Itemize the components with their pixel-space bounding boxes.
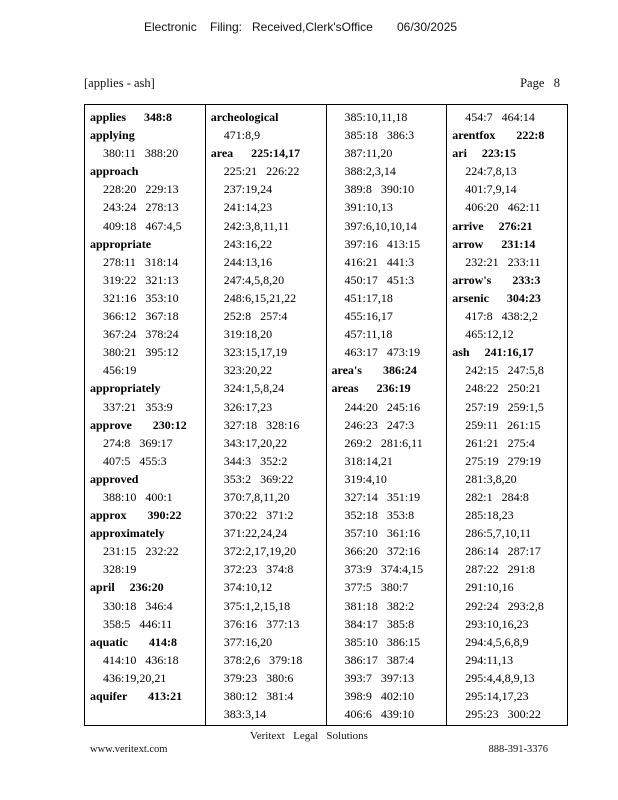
index-entry-citations: 406:20 462:11	[465, 200, 541, 215]
index-entry-citations: 393:7 397:13	[344, 670, 415, 685]
index-entry-citations: 380:21 395:12	[103, 345, 179, 360]
index-entry-citations: 367:24 378:24	[103, 327, 179, 342]
index-entry-citations: 391:10,13	[344, 200, 393, 215]
index-entry-citations: 231:15 232:22	[103, 544, 179, 559]
index-entry-citations: 385:10,11,18	[344, 110, 408, 124]
index-entry-citations: 225:21 226:22	[223, 164, 300, 179]
index-entry-citations: 454:7 464:14	[465, 110, 535, 124]
index-entry-citations: 295:23 300:22	[465, 707, 541, 722]
index-entry-citations: 292:24 293:2,8	[465, 598, 544, 613]
index-entry-term: arentfox 222:8	[452, 128, 545, 143]
index-entry-citations: 248:22 250:21	[465, 381, 541, 396]
index-entry-citations: 285:18,23	[465, 508, 514, 523]
index-entry-citations: 471:8,9	[223, 128, 261, 143]
index-entry-term: appropriate	[90, 236, 152, 251]
index-entry-citations: 295:14,17,23	[465, 689, 529, 703]
index-entry-citations: 380:12 381:4	[223, 689, 294, 703]
index-entry-citations: 281:3,8,20	[465, 471, 517, 486]
index-entry-term: area 225:14,17	[210, 146, 301, 161]
index-entry-term: arrow 231:14	[452, 236, 536, 251]
index-entry-citations: 243:24 278:13	[103, 200, 179, 215]
index-entry-term: appropriately	[90, 381, 161, 396]
index-entry-citations: 242:15 247:5,8	[465, 363, 544, 378]
index-entry-citations: 388:10 400:1	[103, 489, 173, 504]
index-entry-citations: 436:19,20,21	[103, 670, 167, 685]
index-entry-term: april 236:20	[90, 580, 164, 595]
index-entry-term: approx 390:22	[90, 508, 182, 523]
index-entry-citations: 366:20 372:16	[344, 544, 421, 559]
index-entry-citations: 327:18 328:16	[223, 417, 300, 432]
index-entry-citations: 383:3,14	[223, 707, 267, 722]
index-entry-citations: 358:5 446:11	[103, 616, 173, 631]
index-entry-citations: 409:18 467:4,5	[103, 218, 182, 233]
index-entry-citations: 389:8 390:10	[344, 182, 415, 197]
index-entry-citations: 406:6 439:10	[344, 707, 415, 722]
index-entry-citations: 386:17 387:4	[344, 652, 415, 667]
index-entry-citations: 372:23 374:8	[223, 562, 294, 577]
index-entry-citations: 326:17,23	[223, 399, 273, 414]
page-indicator	[520, 76, 560, 91]
index-entry-citations: 228:20 229:13	[103, 182, 179, 197]
index-entry-term: aquatic 414:8	[90, 634, 177, 649]
stamp-date: 06/30/2025	[397, 20, 458, 34]
index-entry-term: approximately	[90, 526, 165, 541]
index-entry-citations: 465:12,12	[465, 327, 514, 342]
index-entry-term: approved	[90, 471, 139, 486]
index-entry-citations: 323:20,22	[223, 363, 273, 378]
index-entry-citations: 257:19 259:1,5	[465, 399, 544, 414]
index-entry-citations: 321:16 353:10	[103, 290, 179, 305]
index-entry-citations: 224:7,8,13	[465, 164, 517, 179]
index-entry-citations: 398:9 402:10	[344, 689, 415, 703]
index-entry-citations: 319:4,10	[344, 471, 387, 486]
index-column	[85, 105, 206, 725]
index-entry-term: aquifer 413:21	[90, 689, 183, 703]
index-entry-term: approve 230:12	[90, 417, 187, 432]
index-entry-citations: 237:19,24	[223, 182, 273, 197]
index-entry-term: arrive 276:21	[452, 218, 533, 233]
index-entry-citations: 269:2 281:6,11	[344, 435, 423, 450]
index-entry-citations: 456:19	[103, 363, 137, 378]
index-entry-citations: 337:21 353:9	[103, 399, 173, 414]
footer-phone: 888-391-3376	[488, 744, 548, 755]
index-entry-citations: 319:18,20	[223, 327, 273, 342]
index-column	[327, 105, 448, 725]
footer-website: www.veritext.com	[90, 744, 168, 755]
index-entry-citations: 374:10,12	[223, 580, 273, 595]
index-entry-citations: 274:8 369:17	[103, 435, 173, 450]
index-entry-citations: 397:6,10,10,14	[344, 218, 417, 233]
index-entry-citations: 287:22 291:8	[465, 562, 535, 577]
index-entry-citations: 247:4,5,8,20	[223, 272, 285, 287]
index-entry-citations: 286:5,7,10,11	[465, 526, 532, 541]
index-entry-citations: 372:2,17,19,20	[223, 544, 297, 559]
index-entry-citations: 244:13,16	[223, 254, 273, 269]
index-entry-citations: 357:10 361:16	[344, 526, 421, 541]
index-entry-citations: 387:11,20	[344, 146, 393, 161]
index-entry-citations: 243:16,22	[223, 236, 273, 251]
index-entry-citations: 319:22 321:13	[103, 272, 179, 287]
index-entry-citations: 242:3,8,11,11	[223, 218, 290, 233]
stamp-received: Received,Clerk'sOffice	[252, 20, 373, 34]
index-entry-citations: 232:21 233:11	[465, 254, 541, 269]
index-entry-citations: 282:1 284:8	[465, 489, 529, 504]
index-entry-term: ari 223:15	[452, 146, 516, 161]
index-entry-citations: 379:23 380:6	[223, 670, 294, 685]
index-entry-citations: 381:18 382:2	[344, 598, 415, 613]
index-entry-citations: 295:4,4,8,9,13	[465, 670, 535, 685]
footer-company: Veritext Legal Solutions	[250, 730, 368, 742]
index-entry-term: approach	[90, 164, 139, 179]
index-entry-citations: 343:17,20,22	[223, 435, 288, 450]
index-entry-citations: 370:7,8,11,20	[223, 489, 290, 504]
index-entry-citations: 376:16 377:13	[223, 616, 300, 631]
stamp-filing: Filing:	[210, 20, 243, 34]
word-index-table	[84, 104, 568, 726]
index-entry-citations: 373:9 374:4,15	[344, 562, 424, 577]
index-column	[206, 105, 327, 725]
index-range-header: [applies - ash]	[84, 76, 155, 90]
index-entry-citations: 450:17 451:3	[344, 272, 415, 287]
index-entry-citations: 451:17,18	[344, 290, 393, 305]
index-entry-term: applying	[90, 128, 135, 143]
index-entry-citations: 384:17 385:8	[344, 616, 415, 631]
index-entry-citations: 407:5 455:3	[103, 453, 167, 468]
index-entry-citations: 344:3 352:2	[223, 453, 288, 468]
index-entry-citations: 353:2 369:22	[223, 471, 294, 486]
index-entry-term: arrow's 233:3	[452, 272, 541, 287]
index-entry-citations: 294:4,5,6,8,9	[465, 634, 529, 649]
index-entry-citations: 417:8 438:2,2	[465, 309, 538, 324]
index-entry-citations: 385:10 386:15	[344, 634, 421, 649]
index-column	[447, 105, 567, 725]
index-entry-citations: 261:21 275:4	[465, 435, 535, 450]
index-entry-citations: 463:17 473:19	[344, 345, 421, 360]
index-entry-citations: 246:23 247:3	[344, 417, 415, 432]
index-entry-citations: 294:11,13	[465, 652, 514, 667]
index-entry-citations: 371:22,24,24	[223, 526, 288, 541]
index-entry-citations: 414:10 436:18	[103, 652, 179, 667]
index-entry-citations: 291:10,16	[465, 580, 514, 595]
index-entry-term: archeological	[210, 110, 279, 124]
index-entry-term: area's 386:24	[331, 363, 417, 378]
index-entry-citations: 370:22 371:2	[223, 508, 294, 523]
index-entry-citations: 252:8 257:4	[223, 309, 288, 324]
index-entry-citations: 455:16,17	[344, 309, 393, 324]
index-entry-citations: 324:1,5,8,24	[223, 381, 285, 396]
index-entry-citations: 401:7,9,14	[465, 182, 517, 197]
index-entry-citations: 248:6,15,21,22	[223, 290, 297, 305]
index-entry-citations: 323:15,17,19	[223, 345, 288, 360]
index-entry-citations: 278:11 318:14	[103, 254, 179, 269]
index-entry-citations: 416:21 441:3	[344, 254, 415, 269]
index-entry-citations: 241:14,23	[223, 200, 273, 215]
index-entry-citations: 352:18 353:8	[344, 508, 415, 523]
index-entry-citations: 457:11,18	[344, 327, 393, 342]
index-entry-citations: 377:16,20	[223, 634, 273, 649]
index-entry-term: arsenic 304:23	[452, 290, 541, 305]
index-entry-citations: 244:20 245:16	[344, 399, 421, 414]
index-entry-citations: 275:19 279:19	[465, 453, 541, 468]
index-entry-term: ash 241:16,17	[452, 345, 534, 360]
index-entry-citations: 378:2,6 379:18	[223, 652, 303, 667]
index-entry-citations: 377:5 380:7	[344, 580, 409, 595]
page-label: Page	[520, 76, 545, 90]
index-entry-citations: 388:2,3,14	[344, 164, 396, 179]
index-entry-citations: 380:11 388:20	[103, 146, 179, 161]
page-number: 8	[553, 76, 560, 90]
index-entry-term: applies 348:8	[90, 110, 173, 124]
index-entry-citations: 366:12 367:18	[103, 309, 179, 324]
stamp-electronic: Electronic	[144, 20, 197, 34]
index-entry-citations: 327:14 351:19	[344, 489, 421, 504]
index-entry-citations: 385:18 386:3	[344, 128, 415, 143]
index-entry-citations: 397:16 413:15	[344, 236, 421, 251]
index-entry-citations: 318:14,21	[344, 453, 393, 468]
index-entry-citations: 259:11 261:15	[465, 417, 541, 432]
index-entry-citations: 330:18 346:4	[103, 598, 173, 613]
index-entry-citations: 293:10,16,23	[465, 616, 529, 631]
index-entry-citations: 286:14 287:17	[465, 544, 541, 559]
index-entry-citations: 328:19	[103, 562, 137, 577]
index-entry-citations: 375:1,2,15,18	[223, 598, 291, 613]
index-entry-term: areas 236:19	[331, 381, 411, 396]
